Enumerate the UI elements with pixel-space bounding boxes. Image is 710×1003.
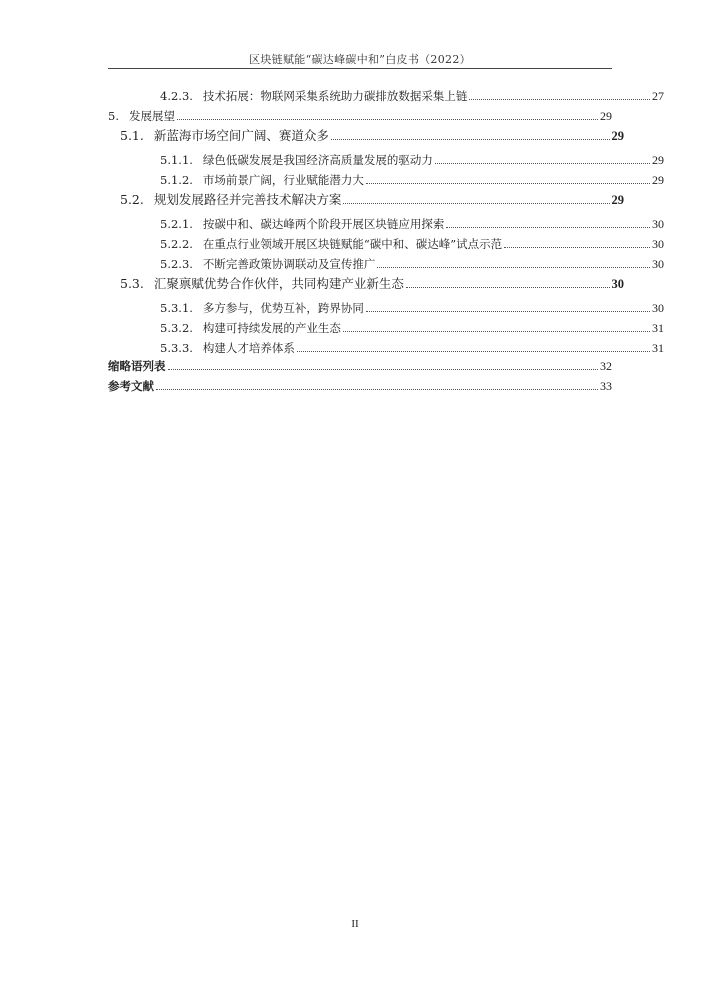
toc-entry-title: 按碳中和、碳达峰两个阶段开展区块链应用探索 [202,217,445,231]
page-number: II [351,918,359,930]
toc-entry-title: 不断完善政策协调联动及宣传推广 [202,257,376,271]
toc-leader [377,266,650,268]
toc-leader [297,350,650,352]
toc-entry[interactable] [108,212,664,232]
toc-entry-title: 技术拓展：物联网采集系统助力碳排放数据采集上链 [202,89,468,103]
toc-entry-number: 5.3.3. [160,341,193,355]
toc-leader [156,388,598,390]
toc-entry-number: 5.2.1. [160,217,193,231]
toc-entry[interactable] [108,168,664,188]
toc-entry-page: 31 [652,341,664,355]
toc-entry-page: 29 [652,173,664,187]
toc-entry[interactable] [108,354,612,374]
toc-leader [343,330,650,332]
toc-entry[interactable] [108,252,664,272]
toc-entry-page: 29 [611,129,624,143]
toc-entry-title: 汇聚禀赋优势合作伙伴，共同构建产业新生态 [153,276,404,291]
toc-entry[interactable] [108,374,612,394]
toc-entry-title: 新蓝海市场空间广阔、赛道众多 [153,128,329,143]
toc-entry[interactable] [108,148,664,168]
toc-entry-title: 市场前景广阔，行业赋能潜力大 [202,173,364,187]
toc-entry[interactable] [108,316,664,336]
toc-entry-number: 4.2.3. [160,89,193,103]
toc-leader [366,182,650,184]
header-rule [108,68,612,69]
toc-entry[interactable] [108,84,664,104]
toc-entry-number: 5.3.2. [160,321,193,335]
toc-entry-page: 32 [600,359,612,373]
toc-leader [343,202,609,204]
toc-entry-title: 构建可持续发展的产业生态 [202,321,341,335]
toc-entry-page: 30 [652,257,664,271]
toc-entry-page: 30 [652,217,664,231]
running-header: 区块链赋能“碳达峰碳中和”白皮书（2022） [249,53,471,66]
toc-leader [177,118,598,120]
toc-entry-title: 规划发展路径并完善技术解决方案 [153,192,342,207]
toc-entry-title: 构建人才培养体系 [202,341,295,355]
toc-entry-page: 30 [652,301,664,315]
toc-leader [469,98,650,100]
toc-entry-number: 5.3. [120,276,144,291]
toc-entry-number: 5.1.2. [160,173,193,187]
toc-entry-page: 30 [652,237,664,251]
toc-entry[interactable] [108,124,624,144]
toc-entry-page: 30 [611,277,624,291]
toc-leader [331,138,610,140]
toc-entry-number: 5.3.1. [160,301,193,315]
toc-entry-page: 33 [600,379,612,393]
toc-entry-page: 29 [652,153,664,167]
toc-entry-title: 多方参与，优势互补，跨界协同 [202,301,364,315]
toc-entry-number: 5.2. [120,192,144,207]
toc-entry-page: 27 [652,89,664,103]
toc-entry[interactable] [108,104,612,124]
toc-entry[interactable] [108,232,664,252]
toc-leader [435,162,650,164]
toc-leader [366,310,650,312]
toc-entry-title: 绿色低碳发展是我国经济高质量发展的驱动力 [202,153,433,167]
toc-entry-number: 5.1.1. [160,153,193,167]
toc-leader [504,246,650,248]
toc-entry[interactable] [108,296,664,316]
toc-entry-title: 在重点行业领域开展区块链赋能“碳中和、碳达峰”试点示范 [202,237,503,251]
toc-leader [168,368,599,370]
toc-leader [446,226,650,228]
toc-entry-number: 5.1. [120,128,144,143]
toc-entry-page: 31 [652,321,664,335]
toc-entry-title: 发展展望 [128,109,175,123]
toc-entry-number: 5. [108,109,119,123]
toc-entry-number: 5.2.3. [160,257,193,271]
toc-entry-title: 参考文献 [108,379,154,393]
toc-entry[interactable] [108,272,624,292]
toc-entry-page: 29 [611,193,624,207]
toc-entry[interactable] [108,336,664,356]
toc-entry-title: 缩略语列表 [108,359,166,373]
toc-entry[interactable] [108,188,624,208]
toc-entry-page: 29 [600,109,612,123]
toc-leader [406,286,610,288]
toc-entry-number: 5.2.2. [160,237,193,251]
